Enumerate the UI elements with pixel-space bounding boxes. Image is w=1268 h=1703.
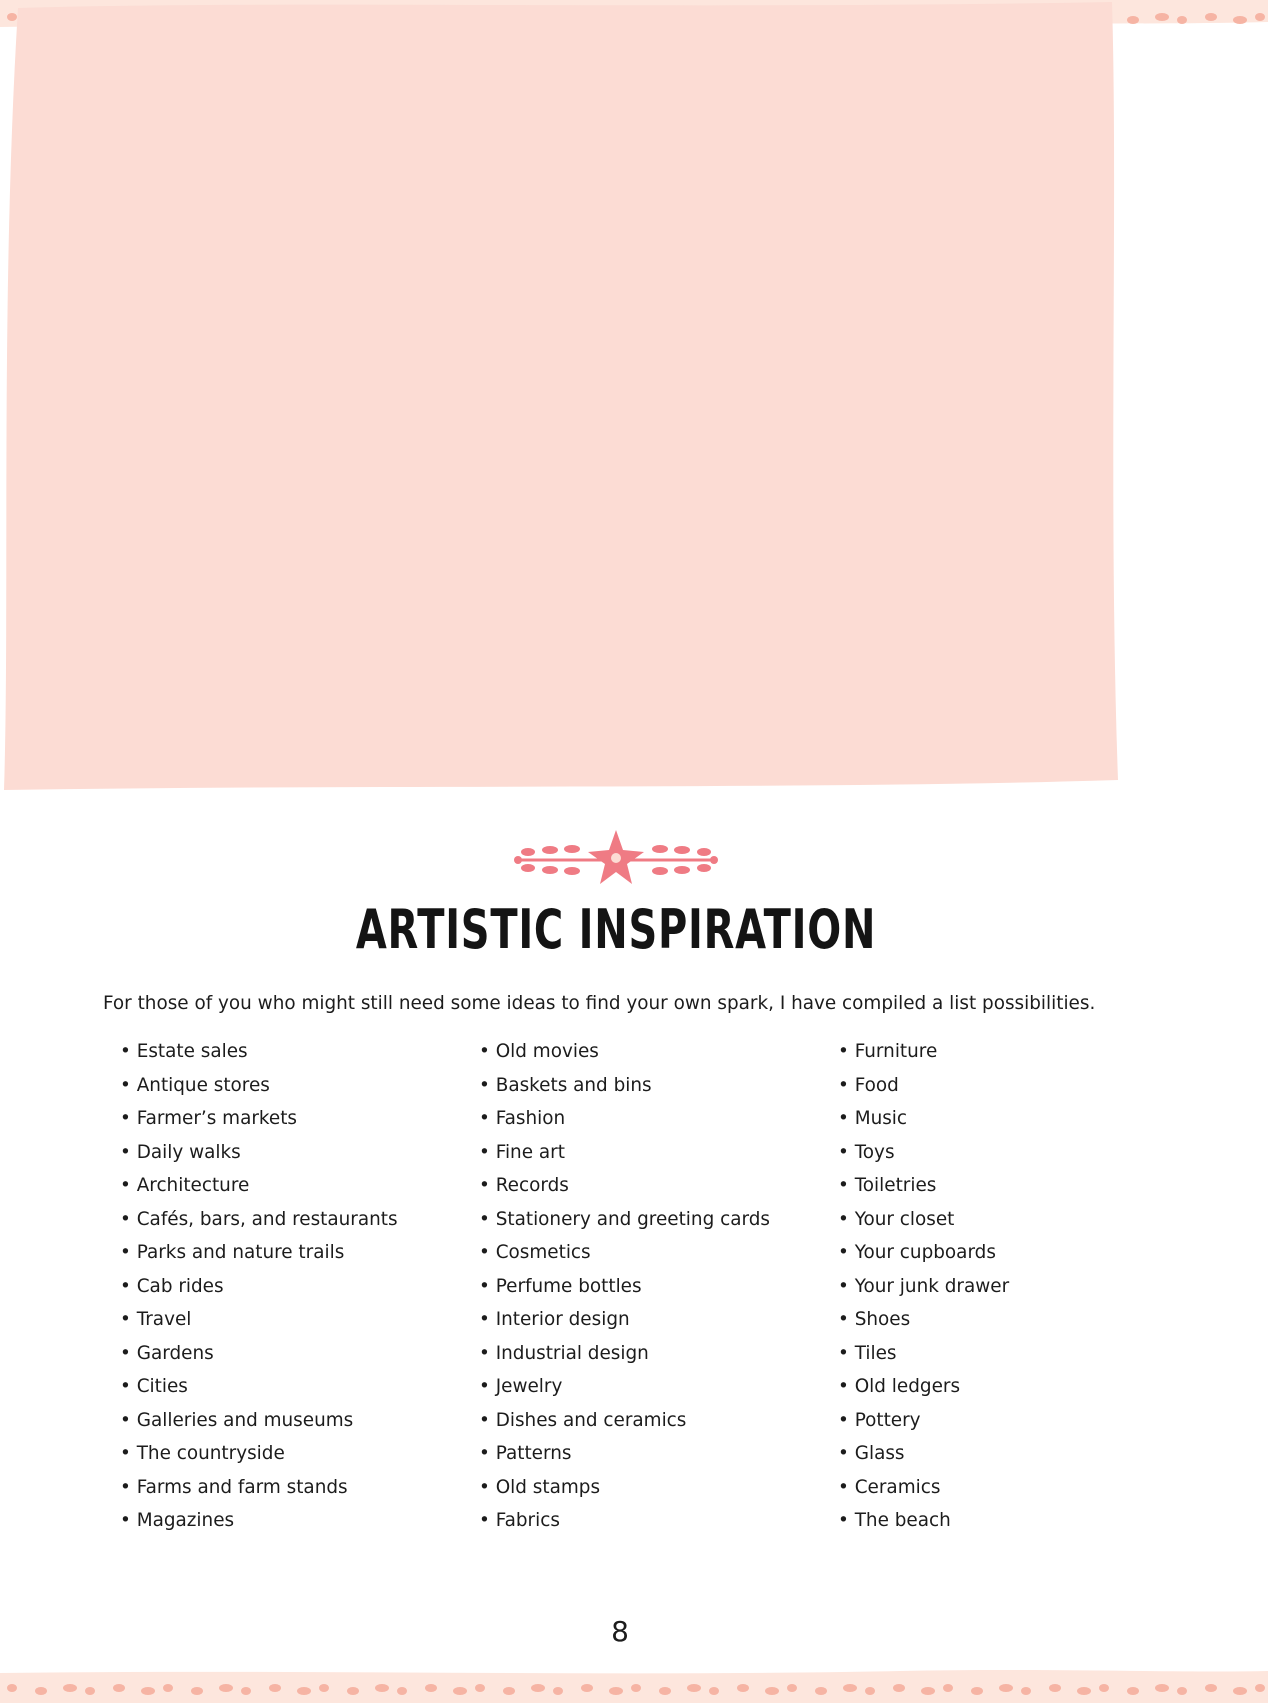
list-item: • Your cupboards xyxy=(838,1239,1009,1273)
border-dot xyxy=(397,1687,407,1695)
inspiration-list-column-3 xyxy=(838,1038,1009,1541)
border-dot xyxy=(85,1687,95,1695)
list-item: • The countryside xyxy=(120,1440,398,1474)
border-dot xyxy=(815,1687,827,1695)
list-item: • Old stamps xyxy=(479,1474,770,1508)
border-dot xyxy=(1233,16,1247,24)
list-item: • Pottery xyxy=(838,1407,1009,1441)
border-dot xyxy=(609,1687,623,1695)
list-item: • Cosmetics xyxy=(479,1239,770,1273)
border-dot xyxy=(63,1684,77,1692)
border-dot xyxy=(1255,13,1265,21)
border-dot xyxy=(503,1687,515,1695)
list-item: • Toys xyxy=(838,1139,1009,1173)
border-dot xyxy=(1049,1684,1061,1692)
list-item: • Magazines xyxy=(120,1507,398,1541)
border-dot xyxy=(531,1684,545,1692)
list-item: • Daily walks xyxy=(120,1139,398,1173)
list-item: • Baskets and bins xyxy=(479,1072,770,1106)
list-item: • Old ledgers xyxy=(838,1373,1009,1407)
border-dot xyxy=(943,1684,953,1692)
decorative-bottom-border xyxy=(0,1659,1268,1703)
floral-ornament-icon xyxy=(508,826,724,888)
inspiration-panel-background xyxy=(0,0,1122,800)
border-dot xyxy=(581,1684,593,1692)
list-item: • Travel xyxy=(120,1306,398,1340)
border-dot xyxy=(843,1684,857,1692)
border-dot xyxy=(475,1684,485,1692)
border-dot xyxy=(709,1687,719,1695)
border-dot xyxy=(553,1687,563,1695)
list-item: • Glass xyxy=(838,1440,1009,1474)
list-item: • Music xyxy=(838,1105,1009,1139)
border-dot xyxy=(1127,1687,1139,1695)
border-dot xyxy=(1127,16,1139,24)
border-dot xyxy=(1155,13,1169,21)
border-dot xyxy=(787,1684,797,1692)
border-dot xyxy=(921,1687,935,1695)
list-item: • Your closet xyxy=(838,1206,1009,1240)
border-dot xyxy=(1077,1687,1091,1695)
section-intro: For those of you who might still need some ideas to find your own spark, I have compiled a list possibilities. xyxy=(103,993,1096,1014)
list-item: • Architecture xyxy=(120,1172,398,1206)
border-dot xyxy=(319,1684,329,1692)
inspiration-list-column-2 xyxy=(479,1038,770,1541)
border-dot xyxy=(1177,1687,1187,1695)
list-item: • Farmer’s markets xyxy=(120,1105,398,1139)
list-item: • Antique stores xyxy=(120,1072,398,1106)
border-dot xyxy=(163,1684,173,1692)
list-item: • Records xyxy=(479,1172,770,1206)
list-item: • Tiles xyxy=(838,1340,1009,1374)
list-item: • Industrial design xyxy=(479,1340,770,1374)
border-dot xyxy=(1021,1687,1031,1695)
border-dot xyxy=(1205,13,1217,21)
border-dot xyxy=(631,1684,641,1692)
list-item: • Patterns xyxy=(479,1440,770,1474)
list-item: • Fine art xyxy=(479,1139,770,1173)
border-dot xyxy=(971,1687,983,1695)
border-dot xyxy=(191,1687,203,1695)
border-dot xyxy=(241,1687,251,1695)
list-item: • Farms and farm stands xyxy=(120,1474,398,1508)
border-dot xyxy=(999,1684,1013,1692)
list-item: • Gardens xyxy=(120,1340,398,1374)
border-dot xyxy=(1155,1684,1169,1692)
border-dot xyxy=(297,1687,311,1695)
list-item: • Food xyxy=(838,1072,1009,1106)
list-item: • Furniture xyxy=(838,1038,1009,1072)
list-item: • Your junk drawer xyxy=(838,1273,1009,1307)
list-item: • The beach xyxy=(838,1507,1009,1541)
border-dot xyxy=(865,1687,875,1695)
list-item: • Perfume bottles xyxy=(479,1273,770,1307)
border-dot xyxy=(765,1687,779,1695)
border-dot xyxy=(737,1684,749,1692)
border-dot xyxy=(659,1687,671,1695)
list-item: • Cab rides xyxy=(120,1273,398,1307)
section-title: ARTISTIC INSPIRATION xyxy=(355,898,877,961)
list-item: • Cities xyxy=(120,1373,398,1407)
border-dot xyxy=(453,1687,467,1695)
border-dot xyxy=(1255,1684,1265,1692)
list-item: • Estate sales xyxy=(120,1038,398,1072)
list-item: • Dishes and ceramics xyxy=(479,1407,770,1441)
border-dot xyxy=(1177,16,1187,24)
border-dot xyxy=(687,1684,701,1692)
list-item: • Ceramics xyxy=(838,1474,1009,1508)
list-item: • Fashion xyxy=(479,1105,770,1139)
border-dot xyxy=(1205,1684,1217,1692)
border-dot xyxy=(7,1684,17,1692)
border-dot xyxy=(375,1684,389,1692)
list-item: • Jewelry xyxy=(479,1373,770,1407)
list-item: • Old movies xyxy=(479,1038,770,1072)
border-dot xyxy=(1233,1687,1247,1695)
list-item: • Interior design xyxy=(479,1306,770,1340)
border-dot xyxy=(113,1684,125,1692)
border-dot xyxy=(893,1684,905,1692)
list-item: • Toiletries xyxy=(838,1172,1009,1206)
border-dot xyxy=(425,1684,437,1692)
list-item: • Stationery and greeting cards xyxy=(479,1206,770,1240)
list-item: • Parks and nature trails xyxy=(120,1239,398,1273)
list-item: • Fabrics xyxy=(479,1507,770,1541)
list-item: • Cafés, bars, and restaurants xyxy=(120,1206,398,1240)
border-dot xyxy=(1099,1684,1109,1692)
border-dot xyxy=(269,1684,281,1692)
border-dot xyxy=(219,1684,233,1692)
border-dot xyxy=(347,1687,359,1695)
border-dot xyxy=(35,1687,47,1695)
inspiration-list-column-1 xyxy=(120,1038,398,1541)
page-number: 8 xyxy=(611,1615,629,1648)
border-dot xyxy=(141,1687,155,1695)
list-item: • Shoes xyxy=(838,1306,1009,1340)
list-item: • Galleries and museums xyxy=(120,1407,398,1441)
